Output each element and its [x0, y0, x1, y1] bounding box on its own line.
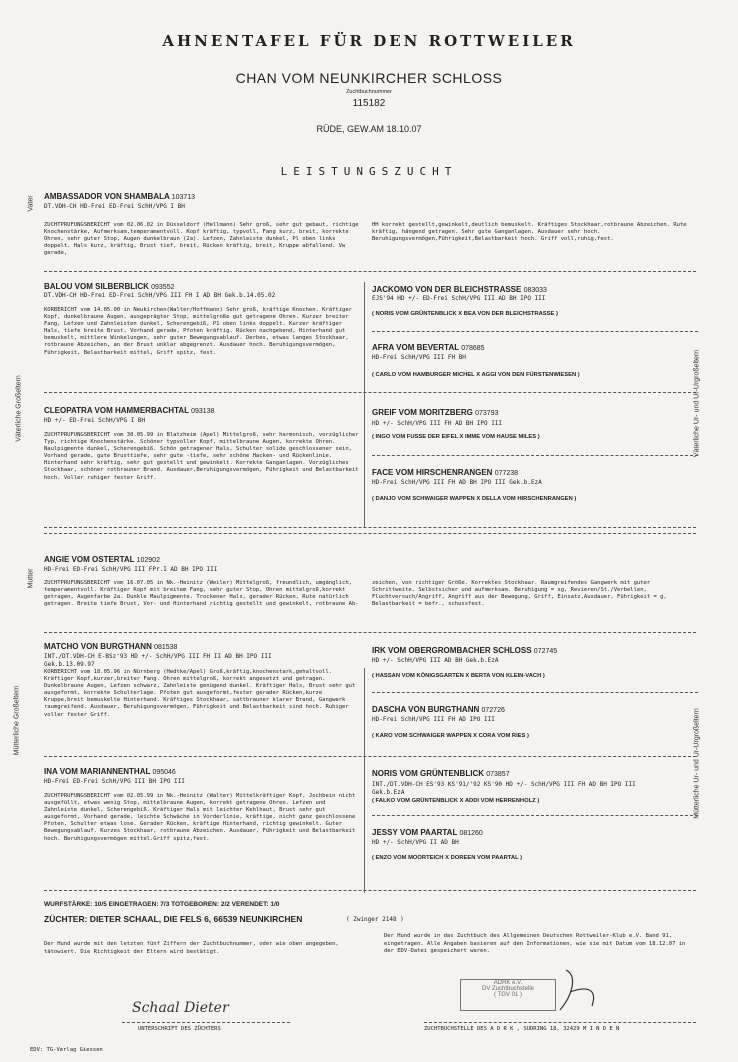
mmm-parents: ( ENZO VOM MOORTEICH X DOREEN VOM PAARTAL ) — [372, 855, 523, 861]
zuchtbuch-note: Der Hund wurde in das Zuchtbuch des Allgemeinen Deutschen Rottweiler-Klub e.V. Band 91, eingetragen. Alle Angaben basieren auf den Informationen, wie sie mit Datum vom 18.12.07 in der EDV-Datei gespeichert waren. — [384, 933, 686, 954]
vvm-registration: HD-Frei SchH/VPG III FH BH — [372, 354, 466, 361]
vater-registration: DT.VDH-CH HD-Frei ED-Frei SchH/VPG I BH — [44, 203, 185, 210]
label-muetterliche-grosseltern: Mütterliche Großeltern — [13, 685, 21, 756]
vvm-name: AFRA VOM BEVERTAL 078685 — [372, 343, 485, 352]
mm-name: INA VOM MARIANNENTHAL 095046 — [44, 767, 176, 776]
signature-line — [122, 1022, 290, 1023]
vm-name: CLEOPATRA VOM HAMMERBACHTAL 093138 — [44, 406, 215, 415]
divider — [372, 815, 698, 816]
zwinger-number: ( Zwinger 2148 ) — [346, 916, 404, 923]
divider — [372, 331, 698, 332]
signature-label: UNTERSCHRIFT DES ZÜCHTERS — [138, 1026, 221, 1032]
zuchtbuchstelle-address: ZUCHTBUCHSTELLE DES A D R K , SUDRING 18, 32429 M I N D E N — [424, 1026, 620, 1032]
label-vaeterliche-urgrosseltern: Väterliche Ur- und Ur-Urgroßeltern — [693, 349, 701, 458]
mutter-registration: HD-Frei ED-Frei SchH/VPG III FPr.I AD BH IPO III — [44, 566, 218, 573]
vater-report-left: ZUCHTPRÜFUNGSBERICHT vom 02.06.02 in Düsseldorf (Hellmann) Sehr groß, sehr gut gebaut, richtige Knochenstärke, Aufmerksam,temperamentvoll. Kopf kräftig, typvoll, Fang kurz, breit, korrekte Ohren, sehr guter Stop, Augen dunkelbraun (2a). Lefzen, Zahnleiste dunkel, Pl oben links doppelt. Hals kurz, kräftig, Brust tief, breit, Rücken kräftig, breit, Kruppe abfallend. Vw gerade, — [44, 222, 359, 257]
column-divider-upper — [364, 282, 365, 527]
dog-name: CHAN VOM NEUNKIRCHER SCHLOSS — [235, 70, 503, 86]
mmv-registration: INT./DT.VDH-CH ES'93 KS'91/'92 KS'90 HD +/- SchH/VPG III FH AD BH IPO III — [372, 781, 636, 788]
mvv-registration: HD +/- SchH/VPG III AD BH Gek.b.EzA — [372, 657, 499, 664]
vmm-registration: HD-Frei SchH/VPG III FH AD BH IPO III Gek.b.EzA — [372, 479, 542, 486]
label-vater: Vater — [27, 195, 35, 212]
vmm-name: FACE VOM HIRSCHENRANGEN 077238 — [372, 468, 519, 477]
mutter-name: ANGIE VOM OSTERTAL 102902 — [44, 555, 160, 564]
divider — [44, 756, 696, 757]
zuechter-info: ZÜCHTER: DIETER SCHAAL, DIE FELS 6, 66539 NEUNKIRCHEN — [44, 914, 303, 924]
signature-scribble — [548, 966, 608, 1018]
mutter-report-left: ZUCHTPRÜFUNGSBERICHT vom 16.07.05 in Nk.-Heinitz (Weiler) Mittelgroß, freundlich, umgänglich, temperamentvoll. Kräftiger Kopf mit breitem Fang, sehr guter Stop, Ohren mittelgroß,korrekt getragen, Augenfarbe 2a. Dunkle Maulpigmente. Trockener Hals, gerader Rücken, Rute natürlich getragen. Breite tiefe Brust, Vor- und Hinterhand richtig gestellt und gewinkelt, rotbraune Ab- — [44, 580, 359, 608]
label-muetterliche-urgrosseltern: Mütterliche Ur- und Ur-Urgroßeltern — [693, 708, 701, 819]
divider — [44, 890, 696, 891]
vv-name: BALOU VOM SILBERBLICK 093552 — [44, 282, 175, 291]
vv-registration: DT.VDH-CH HD-Frei ED-Frei SchH/VPG III FH I AD BH Gek.b.14.05.02 — [44, 292, 276, 299]
mutter-report-right: zeichen, von richtiger Größe. Korrektes Stockhaar. Raumgreifendes Gangwerk mit guter Schrittweite. Selbstsicher und aufmerksam. Beruhigung = sg, Revieren/St./Verbellen, Fluchtversuch/Angriff, Angriff aus der Bewegung, Griff, Einsatz,Ausdauer, Führigkeit = g, Belastbarkeit = befr., schussfest. — [372, 580, 667, 608]
mvm-name: DASCHA VON BURGTHANN 072726 — [372, 705, 505, 714]
zuchtbuch-number: 115182 — [352, 98, 386, 109]
mmv-registration-2: Gek.b.EzA — [372, 789, 405, 796]
vm-registration: HD +/- ED-Frei SchH/VPG I BH — [44, 417, 146, 424]
wurf-info: WURFSTÄRKE: 10/5 EINGETRAGEN: 7/3 TOTGEBOREN: 2/2 VERENDET: 1/0 — [44, 901, 280, 908]
divider — [372, 692, 698, 693]
section-title: LEISTUNGSZUCHT — [280, 165, 458, 178]
vvv-parents: ( NORIS VOM GRÜNTENBLICK X BEA VON DER BLEICHSTRASSE ) — [372, 311, 558, 317]
mvm-parents: ( KARO VOM SCHWAIGER WAPPEN X CORA VOM RIES ) — [372, 733, 529, 739]
divider — [44, 271, 696, 272]
divider — [372, 455, 698, 456]
vmv-parents: ( INGO VOM FUSSE DER EIFEL X IMME VOM HAUSE MILES ) — [372, 434, 540, 440]
zuchtbuchstelle-line — [424, 1022, 696, 1023]
vvv-registration: EJS'94 HD +/- ED-Frei SchH/VPG III AD BH IPO III — [372, 295, 546, 302]
mmm-registration: HD +/- SchH/VPG II AD BH — [372, 839, 459, 846]
divider — [44, 632, 696, 633]
edv-note: EDV: TG-Verlag Giessen — [30, 1047, 103, 1053]
divider — [44, 533, 696, 534]
label-mutter: Mutter — [27, 568, 35, 589]
mvm-registration: HD-Frei SchH/VPG III FH AD IPO III — [372, 716, 495, 723]
mv-registration: INT./DT.VDH-CH E-BSz'93 HD +/- SchH/VPG III FH II AD BH IPO III — [44, 653, 272, 660]
birth-info: RÜDE, GEW.AM 18.10.07 — [316, 124, 422, 134]
vater-name: AMBASSADOR VON SHAMBALA 103713 — [44, 192, 196, 201]
divider — [44, 392, 696, 393]
mv-registration-2: Gek.b.13.09.97 — [44, 661, 95, 668]
mvv-name: IRK VOM OBERGROMBACHER SCHLOSS 072745 — [372, 646, 558, 655]
breeder-signature: Schaal Dieter — [132, 1000, 229, 1016]
mv-report: KÖRBERICHT vom 18.05.96 in Nürnberg (Hedtke/Apel) Groß,kräftig,knochenstark,gehaltvoll. Kräftiger Kopf,kurzer,breiter Fang. Ohren mittelgroß, korrekt angesetzt und getragen. Dunkelbraune Augen, Lefzen schwarz, Zahnleiste genügend dunkel. Kräftiger Hals, Brust sehr gut ausgeformt, korrekte Schulterlage. Pfoten gut ausgeformt,fester gerader Rücken,kurze Kruppe,breit bemuskelte Hinterhand. Kräftiges Stockhaar, sattbrauner klarer Brand, Gangwerk raumgreifend. Ausdauer, Beruhigungsvermögen, Führigkeit und Belastbarkeit sind hoch. Ruhiger voller fester Griff. — [44, 669, 356, 718]
mmm-name: JESSY VOM PAARTAL 081260 — [372, 828, 483, 837]
mv-name: MATCHO VON BURGTHANN 081538 — [44, 642, 178, 651]
vvm-parents: ( CARLO VOM HAMBURGER MICHEL X AGGI VON DEN FÜRSTENWIESEN ) — [372, 372, 580, 378]
tattoo-note: Der Hund wurde mit den letzten fünf Ziffern der Zuchtbuchnummer, oder wie oben angegeben, tätowiert. Die Richtigkeit der Eltern wird bestätigt. — [44, 941, 339, 955]
mmv-parents: ( FALKO VOM GRÜNTENBLICK X ADDI VOM HERRENHOLZ ) — [372, 798, 540, 804]
mvv-parents: ( HASSAN VOM KÖNIGSGARTEN X BERTA VON KLEIN-VACH ) — [372, 673, 545, 679]
vm-report: ZUCHTPRÜFUNGSBERICHT vom 30.05.99 in Blatzheim (Apel) Mittelgroß, sehr harmonisch, vorzüglicher Typ, richtige Knochenstärke. Schöner typvoller Kopf, mittelbraune Augen, korrekte Ohren. Naulpigmente dunkel, Scherengebiß. Schön getragener Hals, Schulter solide geschlossener sein, Vorhand gerade, gute Brusttiefe, sehr gute -tiefe, sehr schöne Hacken- und Rückenlinie. Hinterhand sehr kräftig, sehr gut gestellt und gewinkelt. Korrekte Ganganlagen. Vorzügliches Stockhaar, schöner rotbrauner Brand. Ausdauer,Beruhigungsvermögen, Führigkeit und Belastbarkeit hoch. Voller ruhiger fester Griff. — [44, 432, 359, 481]
mmv-name: NORIS VOM GRÜNTENBLICK 073857 — [372, 769, 510, 778]
column-divider-lower — [364, 668, 365, 893]
mm-report: ZUCHTPRÜFUNGSBERICHT vom 02.05.99 in Nk.-Heinitz (Walter) Mittelkräftiger Kopf, Jochbein nicht ausgefüllt, etwas wenig Stop, mittelbraune Augen, korrekt getragene Ohren. Lefzen und Zahnleiste dunkel, Scherengebiß. Kräftiger Hals mit leichter Kehlhaut, Brust sehr gut ausgeformt, Vorhand gerade, leichte Schwäche in Vorderlinie, kräftige, nicht ganz geschlossene Pfoten, Schulter etwas lose. Gerader Rücken, kräftige Hinterhand, richtig gewinkelt. Guter Bewegungsablauf. Kurzes Stockhaar, rotbraune Abzeichen. Ausdauer, Führigkeit und Belastbarkeit hoch. Beruhigungsvermögen mittel.Griff spitz,fest. — [44, 793, 356, 842]
document-title: AHNENTAFEL FÜR DEN ROTTWEILER — [162, 32, 576, 50]
vmv-name: GREIF VOM MORITZBERG 073793 — [372, 408, 499, 417]
vv-report: KÖRBERICHT vom 14.05.00 in Neukirchen(Walter/Hoffmann) Sehr groß, kräftige Knochen. Kräftiger Kopf, dunkelbraune Augen, ausgeprägter Stop, mittelgroße gut getragene Ohren. Kurzer breiter Fang, Lefzen und Zahnleisten dunkel, Scherengebiß, P1 oben links doppelt. Kurzer kräftiger Hals, tiefe breite Brust, Vorhand gerade, Pfoten kräftig. Rücken nachgebend, Hinterhand gut bemuskelt, mittlere Winkelungen, sehr guter Bewegungsablauf. Derbes, etwas langes Stockhaar, rotbraune Abzeichen, an der Brust unklar abgegrenzt. Ausdauer hoch. Beruhigungsvermögen, Führigkeit, Belastbarkeit mittel, Griff spitz, fest. — [44, 307, 352, 356]
vmv-registration: HD +/- SchH/VPG III FH AD BH IPO III — [372, 420, 503, 427]
vater-report-right: HH korrekt gestellt,gewinkelt,deutlich bemuskelt. Kräftiges Stockhaar,rotbraune Abzeichen. Rute kräftig, hängend getragen. Sehr gute Ganganlagen. Ausdauer sehr hoch. Beruhigungsvermögen,Führigkeit,Belastbarkeit hoch. Griff voll,ruhig,fest. — [372, 222, 687, 243]
mm-registration: HD-Frei ED-Frei SchH/VPG III BH IPO III — [44, 778, 185, 785]
zuchtbuch-label: Zuchtbuchnummer — [346, 89, 392, 95]
label-vaeterliche-grosseltern: Väterliche Großeltern — [15, 375, 23, 442]
vmm-parents: ( DANJO VOM SCHWAIGER WAPPEN X DELLA VOM HIRSCHENRANGEN ) — [372, 496, 577, 502]
adrk-stamp: ADRK e.V. DV Zuchtbuchstelle ( TGV 01 ) — [460, 979, 556, 1011]
vvv-name: JACKOMO VON DER BLEICHSTRASSE 083033 — [372, 285, 547, 294]
divider — [44, 527, 696, 528]
